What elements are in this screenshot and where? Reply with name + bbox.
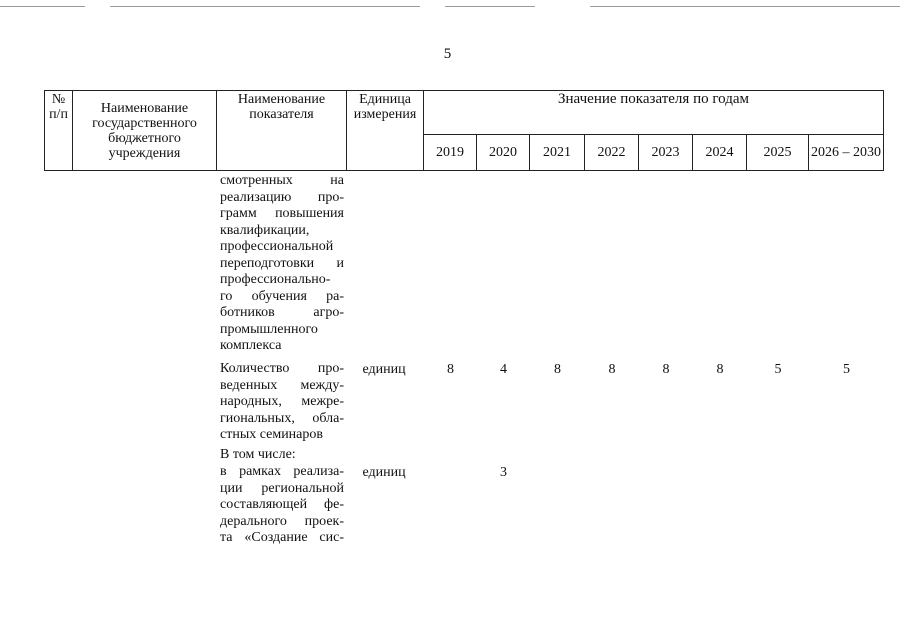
indicator-line: реализацию про- (220, 189, 344, 205)
indicator-line: составляющей фе- (220, 497, 344, 512)
page-number: 5 (443, 46, 452, 62)
table-header (44, 90, 884, 171)
header-year-2025: 2025 (747, 135, 809, 171)
indicator-line: Количество про- (220, 361, 344, 376)
indicator-line: ции региональной (220, 480, 344, 496)
value-2022: 8 (608, 362, 616, 377)
scan-edge-line (445, 6, 535, 7)
scan-edge-line (110, 6, 420, 7)
value-2019: 8 (447, 362, 454, 377)
indicator-line: ботников агро- (220, 305, 344, 320)
indicator-text (220, 173, 344, 355)
indicator-line: смотренных на (220, 173, 344, 188)
indicator-line: гиональных, обла- (220, 410, 344, 426)
header-col-values: Значение показателя по годам (424, 91, 884, 135)
header-col-number: № п/п (45, 91, 73, 171)
value-2026-2030: 5 (843, 362, 850, 377)
indicator-line: В том числе: (220, 447, 296, 462)
indicator-line: веденных между- (220, 377, 344, 393)
indicator-text (220, 464, 344, 547)
header-col-unit: Единица измерения (347, 91, 424, 171)
header-year-2023: 2023 (639, 135, 693, 171)
indicator-line: та «Создание сис- (220, 530, 344, 545)
value-2021: 8 (554, 362, 561, 377)
value-2024: 8 (716, 362, 724, 377)
header-year-2021: 2021 (530, 135, 585, 171)
header-col-indicator: Наименование показателя (217, 91, 347, 171)
indicator-text (220, 447, 344, 464)
value-2023: 8 (662, 362, 670, 377)
scan-edge-line (0, 6, 85, 7)
indicator-line: комплекса (220, 338, 282, 353)
value-2020: 4 (500, 362, 507, 377)
indicator-line: стных семинаров (220, 427, 323, 442)
indicator-line: дерального проек- (220, 513, 344, 529)
header-year-2026-2030: 2026 – 2030 (809, 135, 884, 171)
value-2025: 5 (774, 362, 782, 377)
header-year-2022: 2022 (585, 135, 639, 171)
header-year-2019: 2019 (424, 135, 477, 171)
indicator-line: го обучения ра- (220, 288, 344, 304)
indicator-line: квалификации, (220, 222, 310, 238)
indicator-line: грамм повышения (220, 206, 344, 221)
value-2020: 3 (500, 465, 507, 480)
unit-cell: единиц (362, 362, 406, 377)
indicator-line: в рамках реализа- (220, 464, 344, 479)
unit-cell: единиц (362, 465, 406, 480)
indicator-text (220, 361, 344, 444)
indicator-line: профессионально- (220, 272, 331, 287)
scan-edge-line (590, 6, 900, 7)
indicator-line: промышленного (220, 321, 318, 337)
indicator-line: профессиональной (220, 239, 334, 254)
header-year-2020: 2020 (477, 135, 530, 171)
header-year-2024: 2024 (693, 135, 747, 171)
indicator-line: переподготовки и (220, 255, 344, 271)
indicator-line: народных, межре- (220, 394, 344, 409)
header-col-institution: Наименование государственного бюджетного учреждения (73, 91, 217, 171)
